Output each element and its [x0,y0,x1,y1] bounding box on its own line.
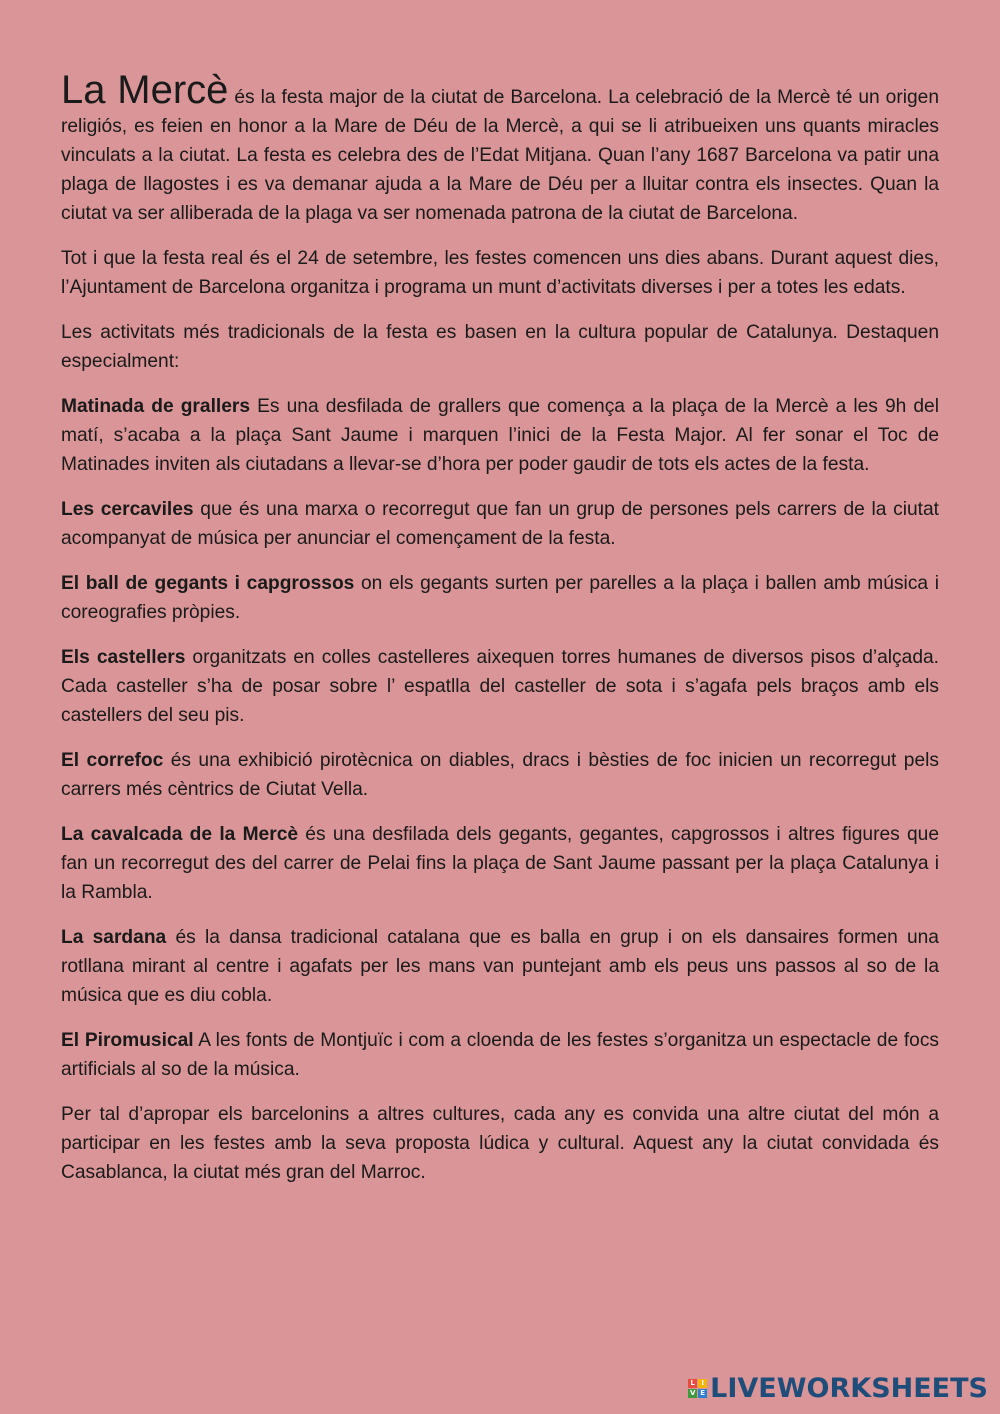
activity-piromusical [61,1026,939,1084]
activity-description: és una desfilada dels gegants, gegantes, capgrossos i altres figures que fan un recorregut des del carrer de Pelai fins la plaça de Sant Jaume passant per la plaça Catalunya i la Rambla. [61,824,939,903]
activity-term: El ball de gegants i capgrossos [61,573,355,594]
activity-term: Matinada de grallers [61,396,251,417]
activity-sardana [61,923,939,1010]
intro-text: és la festa major de la ciutat de Barcelona. La celebració de la Mercè té un origen religiós, es feien en honor a la Mare de Déu de la Mercè, a qui se li atribueixen uns quants miracles vinculats a la ciutat. La festa es celebra des de l’Edat Mitjana. Quan l’any 1687 Barcelona va patir una plaga de llagostes i es va demanar ajuda a la Mare de Déu per a lluitar contra els insectes. Quan la ciutat va ser alliberada de la plaga va ser nomenada patrona de la ciutat de Barcelona. [61,87,939,224]
activity-term: La cavalcada de la Mercè [61,824,299,845]
activity-description: que és una marxa o recorregut que fan un grup de persones pels carrers de la ciutat acompanyat de música per anunciar el començament de la festa. [61,499,939,549]
document-title: La Mercè [61,68,229,112]
logo-badge-icon [688,1379,707,1398]
activity-term: El Piromusical [61,1030,194,1051]
logo-text: LIVEWORKSHEETS [710,1373,988,1404]
activity-description: organitzats en colles castelleres aixequen torres humanes de diversos pisos d’alçada. Cada casteller s’ha de posar sobre l’ espatlla del casteller de sota i s’agafa pels braços amb els castellers del seu pis. [61,647,939,726]
activity-term: Els castellers [61,647,186,668]
logo-badge-letter: I [698,1379,707,1388]
logo-badge-letter: L [688,1379,697,1388]
activities-intro-paragraph: Les activitats més tradicionals de la festa es basen en la cultura popular de Catalunya. Destaquen especialment: [61,322,939,372]
activity-correfoc [61,746,939,804]
activity-cavalcada [61,820,939,907]
logo-badge-letter: V [689,1389,696,1397]
activity-description: és la dansa tradicional catalana que es balla en grup i on els dansaires formen una rotllana mirant al centre i agafats per les mans van puntejant amb els peus uns passos al so de la música que es diu cobla. [61,927,939,1006]
activity-term: La sardana [61,927,167,948]
logo-badge-letter: E [698,1389,707,1398]
activity-description: A les fonts de Montjuïc i com a cloenda de les festes s’organitza un espectacle de focs artificials al so de la música. [61,1030,940,1080]
intro-paragraph [61,62,939,228]
activity-castellers [61,643,939,730]
activity-description: és una exhibició pirotècnica on diables, dracs i bèsties de foc inicien un recorregut pels carrers més cèntrics de Ciutat Vella. [61,750,939,800]
activity-matinada [61,392,939,479]
dates-paragraph: Tot i que la festa real és el 24 de setembre, les festes comencen uns dies abans. Durant aquest dies, l’Ajuntament de Barcelona organitza i programa un munt d’activitats diverses i per a totes les edats. [61,248,939,298]
closing-paragraph: Per tal d’apropar els barcelonins a altres cultures, cada any es convida una altre ciutat del món a participar en les festes amb la seva proposta lúdica y cultural. Aquest any la ciutat convidada és Casablanca, la ciutat més gran del Marroc. [61,1104,939,1183]
document-body [61,62,939,1203]
liveworksheets-logo [688,1373,988,1404]
activity-term: Les cercaviles [61,499,194,520]
activity-description: Es una desfilada de grallers que comença a la plaça de la Mercè a les 9h del matí, s’acaba a la plaça Sant Jaume i marquen l’inici de la Festa Major. Al fer sonar el Toc de Matinades inviten als ciutadans a llevar-se d’hora per poder gaudir de tots els actes de la festa. [61,396,939,475]
activity-term: El correfoc [61,750,164,771]
activity-gegants [61,569,939,627]
activity-cercaviles [61,495,939,553]
activity-description: on els gegants surten per parelles a la plaça i ballen amb música i coreografies pròpies. [61,573,939,623]
